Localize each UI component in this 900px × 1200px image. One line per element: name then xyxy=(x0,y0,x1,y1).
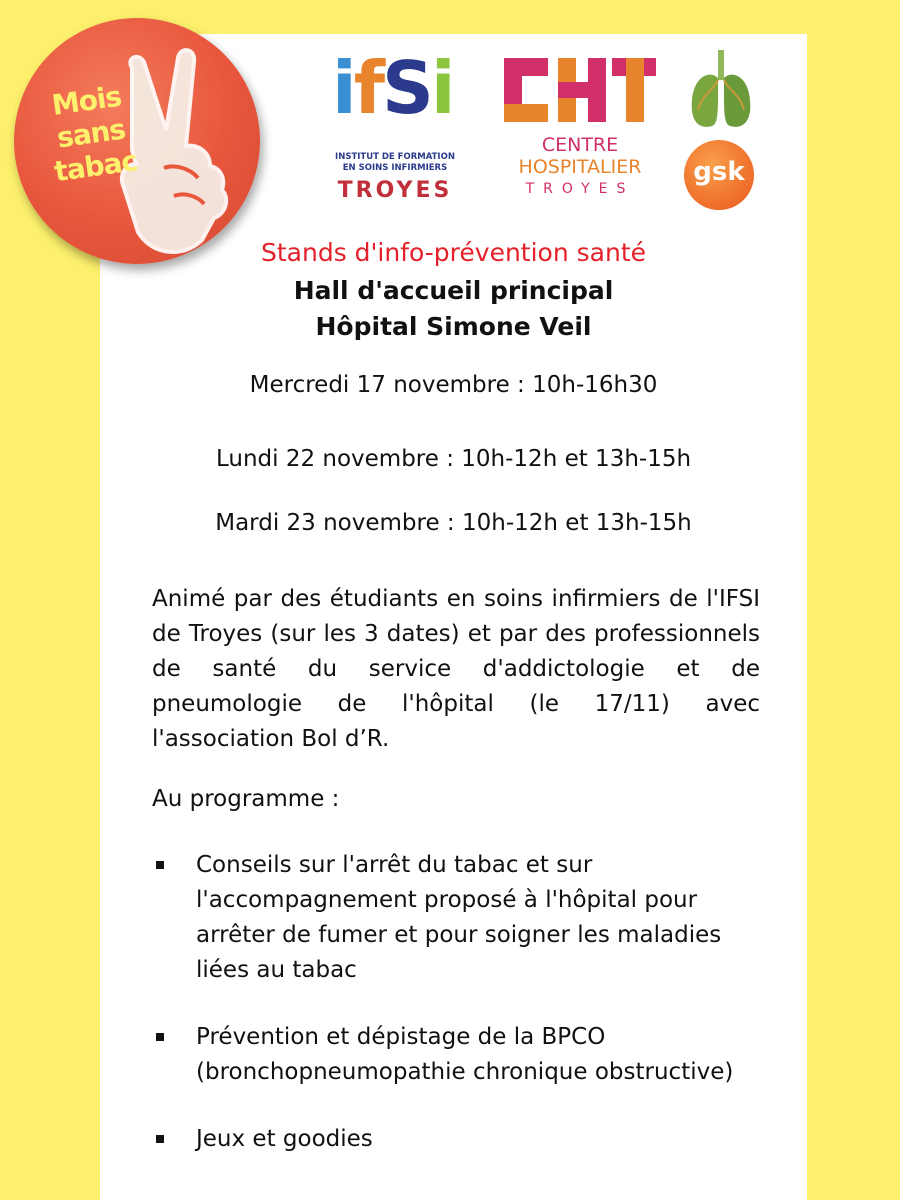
ifsi-letters: ifSi xyxy=(332,46,453,130)
ifsi-subtitle: INSTITUT DE FORMATION EN SOINS INFIRMIERS xyxy=(335,152,455,173)
date-line: Lundi 22 novembre : 10h-12h et 13h-15h xyxy=(215,446,692,472)
bullet-square-icon xyxy=(156,1033,164,1041)
ifsi-logo xyxy=(320,48,480,208)
location-line-1: Hall d'accueil principal xyxy=(293,276,614,305)
list-item: Prévention et dépistage de la BPCO (bronchopneumopathie chronique obstructive) xyxy=(152,1020,772,1090)
programme-list xyxy=(152,848,772,1189)
programme-label: Au programme : xyxy=(152,786,340,812)
cht-monogram-icon xyxy=(502,56,658,126)
bullet-square-icon xyxy=(156,861,164,869)
gsk-logo: gsk xyxy=(684,140,754,210)
cht-logo xyxy=(502,56,662,206)
bullet-square-icon xyxy=(156,1135,164,1143)
list-item: Jeux et goodies xyxy=(152,1122,772,1157)
list-item: Conseils sur l'arrêt du tabac et sur l'accompagnement proposé à l'hôpital pour arrêter de fumer et pour soigner les maladies liées au tabac xyxy=(152,848,772,988)
lungs-icon xyxy=(688,50,754,132)
location-line-2: Hôpital Simone Veil xyxy=(315,312,592,341)
description-paragraph: Animé par des étudiants en soins infirmiers de l'IFSI de Troyes (sur les 3 dates) et par des professionnels de santé du service d'addictologie et de pneumologie de l'hôpital (le 17/11) avec l'association Bol d’R. xyxy=(152,586,760,752)
cht-wordmark: CENTRE HOSPITALIER TROYES xyxy=(518,134,642,197)
date-line: Mercredi 17 novembre : 10h-16h30 xyxy=(249,372,658,398)
event-title: Stands d'info-prévention santé xyxy=(261,238,646,267)
ifsi-city: TROYES xyxy=(337,178,453,203)
badge-text: Mois sans tabac xyxy=(49,79,139,189)
mois-sans-tabac-badge xyxy=(14,18,260,264)
date-line: Mardi 23 novembre : 10h-12h et 13h-15h xyxy=(215,510,692,536)
